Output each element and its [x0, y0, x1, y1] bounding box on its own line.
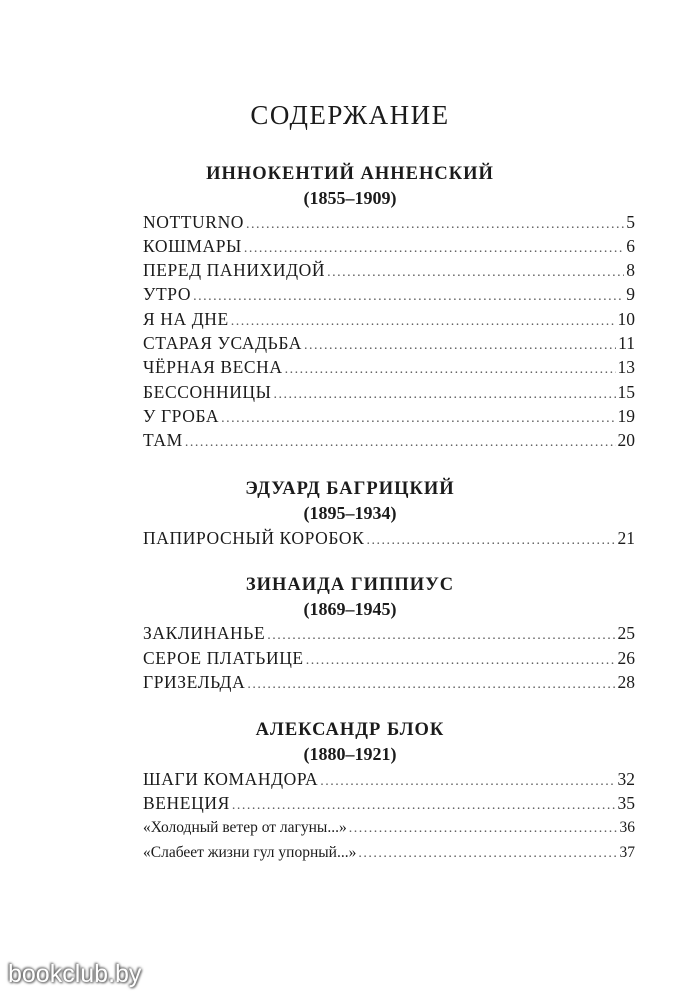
dot-leader	[247, 674, 615, 696]
toc-entry[interactable]	[143, 235, 635, 260]
entry-title: ЧЁРНАЯ ВЕСНА	[143, 357, 283, 377]
dot-leader	[327, 262, 624, 284]
entry-title: Я НА ДНЕ	[143, 309, 229, 329]
entry-title: ШАГИ КОМАНДОРА	[143, 769, 319, 789]
toc-entry[interactable]	[143, 211, 635, 236]
entry-page: 8	[626, 260, 635, 280]
author-name: АЛЕКСАНДР БЛОК	[255, 720, 445, 740]
entry-page: 6	[626, 236, 635, 256]
entry-page: 36	[619, 819, 635, 836]
entry-page: 37	[619, 844, 635, 861]
dot-leader	[358, 843, 617, 865]
toc-entry[interactable]	[143, 356, 635, 381]
entry-title: «Холодный ветер от лагуны...»	[143, 819, 347, 836]
toc-entry[interactable]	[143, 332, 635, 357]
toc-entry[interactable]	[143, 792, 635, 817]
toc-entry[interactable]	[143, 381, 635, 406]
entry-title: СЕРОЕ ПЛАТЬИЦЕ	[143, 648, 304, 668]
toc-entry[interactable]	[143, 671, 635, 696]
dot-leader	[306, 650, 616, 672]
toc-entry[interactable]	[143, 817, 635, 840]
dot-leader	[267, 625, 615, 647]
dot-leader	[366, 530, 615, 552]
author-years: (1855–1909)	[303, 188, 397, 208]
author-name: ИННОКЕНТИЙ АННЕНСКИЙ	[206, 164, 494, 184]
entry-title: КОШМАРЫ	[143, 236, 242, 256]
page-title: СОДЕРЖАНИЕ	[250, 100, 450, 130]
entry-page: 20	[617, 430, 635, 450]
dot-leader	[232, 795, 616, 817]
entry-page: 10	[617, 309, 635, 329]
entry-page: 21	[617, 528, 635, 548]
entry-title: УТРО	[143, 284, 192, 304]
entry-title: ЗАКЛИНАНЬЕ	[143, 623, 266, 643]
toc-entry[interactable]	[143, 308, 635, 333]
author-years: (1869–1945)	[303, 599, 397, 619]
toc-entry[interactable]	[143, 527, 635, 552]
entry-page: 25	[617, 623, 635, 643]
dot-leader	[193, 286, 624, 308]
toc-entry[interactable]	[143, 429, 635, 454]
author-years: (1880–1921)	[303, 744, 397, 764]
entry-title: ГРИЗЕЛЬДА	[143, 672, 246, 692]
entry-title: У ГРОБА	[143, 406, 220, 426]
toc-entry[interactable]	[143, 842, 635, 865]
entry-page: 19	[617, 406, 635, 426]
toc-entry[interactable]	[143, 622, 635, 647]
dot-leader	[246, 214, 624, 236]
toc-entry[interactable]	[143, 259, 635, 284]
dot-leader	[349, 818, 618, 840]
author-name: ЗИНАИДА ГИППИУС	[245, 575, 455, 595]
dot-leader	[320, 771, 615, 793]
dot-leader	[231, 311, 616, 333]
entry-title: БЕССОННИЦЫ	[143, 382, 272, 402]
entry-title: ВЕНЕЦИЯ	[143, 793, 230, 813]
entry-title: ТАМ	[143, 430, 183, 450]
watermark: bookclub.by	[8, 960, 142, 988]
entry-page: 9	[626, 284, 635, 304]
entry-page: 32	[617, 769, 635, 789]
entry-page: 35	[617, 793, 635, 813]
entry-title: ПАПИРОСНЫЙ КОРОБОК	[143, 528, 365, 548]
entry-page: 26	[617, 648, 635, 668]
toc-entry[interactable]	[143, 283, 635, 308]
entry-title: ПЕРЕД ПАНИХИДОЙ	[143, 260, 326, 280]
dot-leader	[244, 238, 624, 260]
entry-title: СТАРАЯ УСАДЬБА	[143, 333, 302, 353]
author-years: (1895–1934)	[303, 503, 397, 523]
entry-page: 15	[617, 382, 635, 402]
entry-page: 13	[617, 357, 635, 377]
toc-entry[interactable]	[143, 647, 635, 672]
entry-page: 28	[617, 672, 635, 692]
dot-leader	[221, 408, 615, 430]
author-name: ЭДУАРД БАГРИЦКИЙ	[245, 479, 455, 499]
entry-title: «Слабеет жизни гул упорный...»	[143, 844, 357, 861]
dot-leader	[185, 432, 616, 454]
toc-entry[interactable]	[143, 768, 635, 793]
entry-title: NOTTURNO	[143, 212, 245, 232]
dot-leader	[304, 335, 616, 357]
toc-entry[interactable]	[143, 405, 635, 430]
entry-page: 11	[618, 333, 635, 353]
entry-page: 5	[626, 212, 635, 232]
dot-leader	[274, 384, 616, 406]
dot-leader	[285, 359, 616, 381]
